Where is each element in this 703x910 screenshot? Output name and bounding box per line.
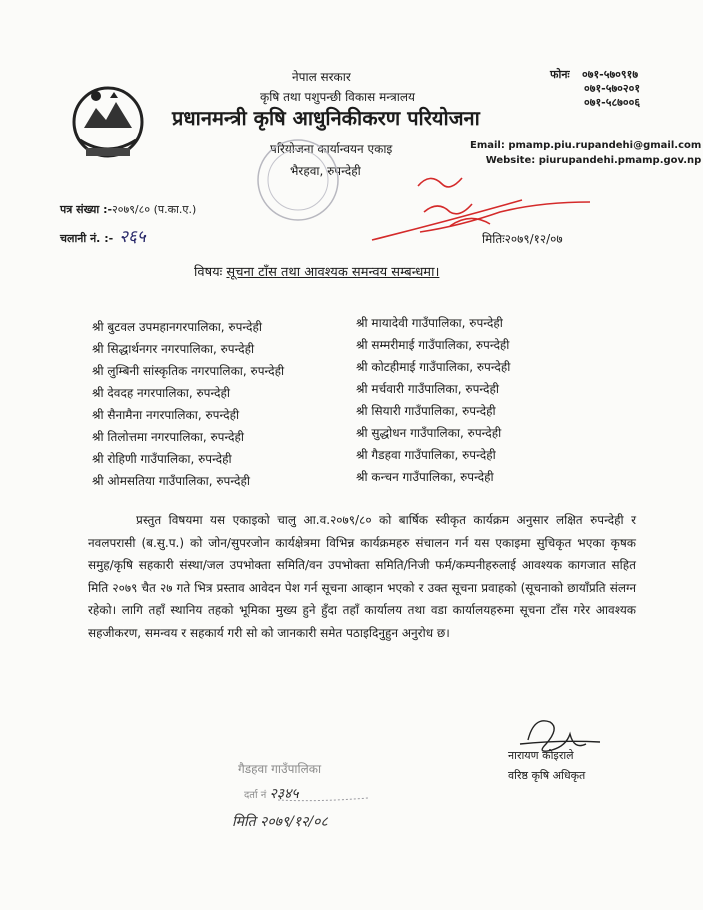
signature-block (508, 746, 585, 786)
dispatch-number-label: चलानी नं. :- (60, 232, 114, 245)
letter-body: प्रस्तुत विषयमा यस एकाइको चालु आ.व.२०७९/८० को बार्षिक स्वीकृत कार्यक्रम अनुसार लक्षित रुपन्देही र नवलपरासी (ब.सु.प.) को जोन/सुपरजोन कार्यक्षेत्रमा विभिन्न कार्यक्रमहरु संचालन गर्न यस एकाइमा सुचिकृत भएका कृषक समुह/कृषि सहकारी संस्था/जल उपभोक्ता समिति/वन उपभोक्ता समिति/निजी फर्म/कम्पनीहरुलाई आवश्यक कागजात सहित मिति २०७९ चैत २७ गते भित्र प्रस्ताव आवेदन पेश गर्न सूचना आव्हान भएको र उक्त सूचना प्रवाहको (सूचनाको छायाँप्रति संलग्न रहेको। लागि तहाँ स्थानिय तहको भूमिका मुख्य हुने हुँदा तहाँ कार्यालय तथा वडा कार्यालयहरुमा सूचना टाँस गरेर आवश्यक सहजीकरण, समन्वय र सहकार्य गरी सो को जानकारी समेत पठाइदिनुहुन अनुरोध छ। (88, 513, 636, 640)
letterhead-location: भैरहवा, रुपन्देही (290, 164, 361, 178)
addressee-item: श्री देवदह नगरपालिका, रुपन्देही (92, 386, 231, 400)
addressee-list-left (92, 316, 284, 492)
received-stamp-office: गैडहवा गाउँपालिका (238, 762, 322, 776)
addressee-item: श्री ओमसतिया गाउँपालिका, रुपन्देही (92, 474, 250, 488)
subject-text: सूचना टाँस तथा आवश्यक समन्वय सम्बन्धमा। (226, 265, 440, 280)
letter-number (60, 202, 196, 217)
signatory-name: नारायण कोइराले (508, 749, 574, 762)
addressee-item: श्री रोहिणी गाउँपालिका, रुपन्देही (92, 452, 232, 466)
received-stamp-date: मिति २०७९/१२/०८ (232, 814, 328, 830)
addressee-item: श्री सम्मरीमाई गाउँपालिका, रुपन्देही (356, 338, 510, 352)
addressee-item: श्री तिलोत्तमा नगरपालिका, रुपन्देही (92, 430, 244, 444)
subject-prefix: विषयः (194, 265, 223, 280)
letterhead-title: प्रधानमन्त्री कृषि आधुनिकीकरण परियोजना (172, 106, 480, 130)
website-text: Website: piurupandehi.pmamp.gov.np (485, 155, 702, 166)
addressee-item: श्री सैनामैना नगरपालिका, रुपन्देही (92, 408, 240, 422)
letterhead-ministry: कृषि तथा पशुपन्छी विकास मन्त्रालय (260, 90, 415, 104)
letter-date: मितिः२०७९/१२/०७ (482, 232, 563, 246)
letterhead-government: नेपाल सरकार (292, 70, 351, 84)
received-stamp-number-value: २३४५ (269, 786, 299, 802)
dispatch-number-value: २६५ (119, 227, 146, 247)
addressee-item: श्री गैडहवा गाउँपालिका, रुपन्देही (356, 448, 496, 462)
addressee-item: श्री कन्चन गाउँपालिका, रुपन्देही (356, 470, 494, 484)
received-stamp-number-label: दर्ता नं (244, 790, 267, 801)
email-text: Email: pmamp.piu.rupandehi@gmail.com (470, 140, 702, 151)
addressee-item: श्री कोटहीमाई गाउँपालिका, रुपन्देही (356, 360, 511, 374)
addressee-item: श्री मर्चवारी गाउँपालिका, रुपन्देही (356, 382, 499, 396)
addressee-list-right (356, 312, 510, 488)
addressee-item: श्री लुम्बिनी सांस्कृतिक नगरपालिका, रुपन्देही (92, 364, 285, 378)
signatory-title: वरिष्ठ कृषि अधिकृत (508, 769, 586, 782)
addressee-item: श्री मायादेवी गाउँपालिका, रुपन्देही (356, 316, 503, 330)
phone-number-3: ०७१-५८७००६ (584, 96, 641, 109)
subject-line (194, 262, 439, 280)
phone-number-2: ०७१-५७०२०१ (584, 82, 641, 95)
phone-block (550, 68, 640, 110)
contact-block (470, 138, 701, 168)
letterhead-unit: परियोजना कार्यान्वयन एकाइ (270, 142, 393, 156)
letter-number-value: २०७९/८० (प.का.ए.) (112, 203, 197, 216)
letter-number-label: पत्र संख्या :- (60, 203, 113, 216)
dispatch-number (60, 224, 146, 247)
phone-label: फोनः (550, 68, 570, 81)
received-stamp-number (244, 784, 299, 803)
phone-number-1: ०७१-५७०९१७ (582, 68, 639, 81)
addressee-item: श्री सिद्धार्थनगर नगरपालिका, रुपन्देही (92, 342, 255, 356)
nepal-emblem-icon (66, 78, 150, 164)
addressee-item: श्री सुद्धोधन गाउँपालिका, रुपन्देही (356, 426, 502, 440)
addressee-item: श्री सियारी गाउँपालिका, रुपन्देही (356, 404, 496, 418)
addressee-item: श्री बुटवल उपमहानगरपालिका, रुपन्देही (92, 320, 262, 334)
